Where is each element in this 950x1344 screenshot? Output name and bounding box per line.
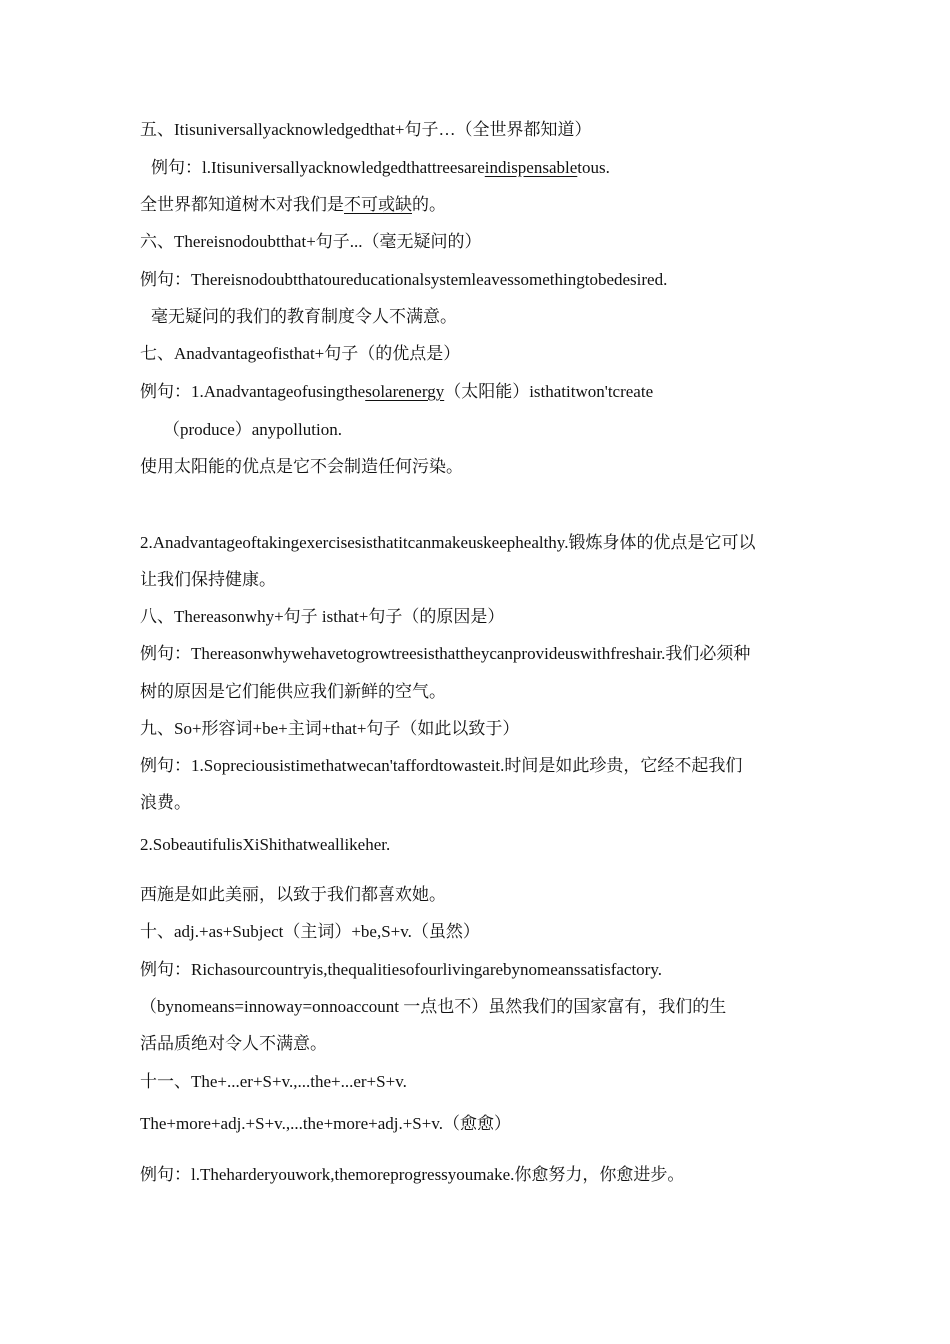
text-segment: 五、Itisuniversallyacknowledgedthat+句子…（全世界都知道）: [140, 120, 592, 139]
example-sentence: [140, 642, 750, 666]
text-segment: 的。: [412, 195, 446, 214]
text-segment: 浪费。: [140, 793, 191, 812]
example-sentence: [140, 268, 667, 292]
heading-11: [140, 1070, 407, 1094]
translation: [140, 883, 446, 907]
text-segment: 七、Anadvantageofisthat+句子（的优点是）: [140, 344, 461, 363]
translation: [140, 1032, 327, 1056]
text-segment: 例句：Thereasonwhywehavetogrowtreesisthattheycanprovideuswithfreshair.我们必须种: [140, 644, 751, 663]
heading-9: [140, 717, 519, 741]
translation: [151, 305, 457, 329]
text-segment: 例句：l.Itisuniversallyacknowledgedthattreesare: [151, 158, 485, 177]
example-sentence: [140, 531, 755, 555]
translation: [140, 193, 446, 217]
example-sentence: [140, 958, 662, 982]
text-segment: 九、So+形容词+be+主词+that+句子（如此以致于）: [140, 719, 520, 738]
text-segment: 例句：1.Anadvantageofusingthe: [140, 382, 366, 401]
text-segment: 全世界都知道树木对我们是: [140, 195, 344, 214]
text-segment: The+more+adj.+S+v.,...the+more+adj.+S+v.（愈愈）: [140, 1114, 511, 1133]
text-segment: 树的原因是它们能供应我们新鲜的空气。: [140, 682, 446, 701]
text-segment: 活品质绝对令人不满意。: [140, 1034, 327, 1053]
text-segment: 八、Thereasonwhy+句子 isthat+句子（的原因是）: [140, 607, 505, 626]
text-segment: 毫无疑问的我们的教育制度令人不满意。: [151, 307, 457, 326]
example-continuation: [140, 568, 276, 592]
text-segment: 例句：l.Theharderyouwork,themoreprogressyoumake.你愈努力，你愈进步。: [140, 1165, 685, 1184]
heading-5: [140, 118, 592, 142]
text-segment: 十一、The+...er+S+v.,...the+...er+S+v.: [140, 1072, 407, 1091]
heading-10: [140, 920, 480, 944]
translation: [140, 455, 463, 479]
example-continuation: [140, 995, 726, 1019]
text-segment: 西施是如此美丽，以致于我们都喜欢她。: [140, 885, 446, 904]
text-segment: 例句：Thereisnodoubtthatoureducationalsystemleavessomethingtobedesired.: [140, 270, 668, 289]
underlined-term: 不可或缺: [344, 195, 412, 214]
underlined-term: solarenergy: [365, 382, 445, 401]
text-segment: 使用太阳能的优点是它不会制造任何污染。: [140, 457, 463, 476]
text-segment: 十、adj.+as+Subject（主词）+be,S+v.（虽然）: [140, 922, 480, 941]
example-sentence: [140, 1163, 684, 1187]
text-segment: 例句：Richasourcountryis,thequalitiesofourlivingarebynomeanssatisfactory.: [140, 960, 662, 979]
heading-7: [140, 342, 460, 366]
text-segment: （bynomeans=innoway=onnoaccount 一点也不）虽然我们的国家富有，我们的生: [140, 997, 727, 1016]
heading-6: [140, 230, 482, 254]
example-sentence: [140, 754, 742, 778]
example-sentence: [151, 156, 610, 180]
example-continuation: [163, 418, 342, 442]
text-segment: tous.: [577, 158, 610, 177]
text-segment: 例句：1.Sopreciousistimethatwecan'taffordtowasteit.时间是如此珍贵，它经不起我们: [140, 756, 743, 775]
text-segment: （produce）anypollution.: [163, 420, 342, 439]
text-segment: 六、Thereisnodoubtthat+句子...（毫无疑问的）: [140, 232, 482, 251]
text-segment: 让我们保持健康。: [140, 570, 276, 589]
example-sentence: [140, 380, 653, 404]
example-sentence: [140, 833, 390, 857]
formula-line: [140, 1112, 511, 1136]
text-segment: （太阳能）isthatitwon'tcreate: [444, 382, 654, 401]
text-segment: 2.SobeautifulisXiShithatweallikeher.: [140, 835, 391, 854]
heading-8: [140, 605, 504, 629]
example-continuation: [140, 680, 446, 704]
example-continuation: [140, 791, 191, 815]
text-segment: 2.Anadvantageoftakingexercisesisthatitcanmakeuskeephealthy.锻炼身体的优点是它可以: [140, 533, 756, 552]
underlined-term: indispensable: [484, 158, 578, 177]
